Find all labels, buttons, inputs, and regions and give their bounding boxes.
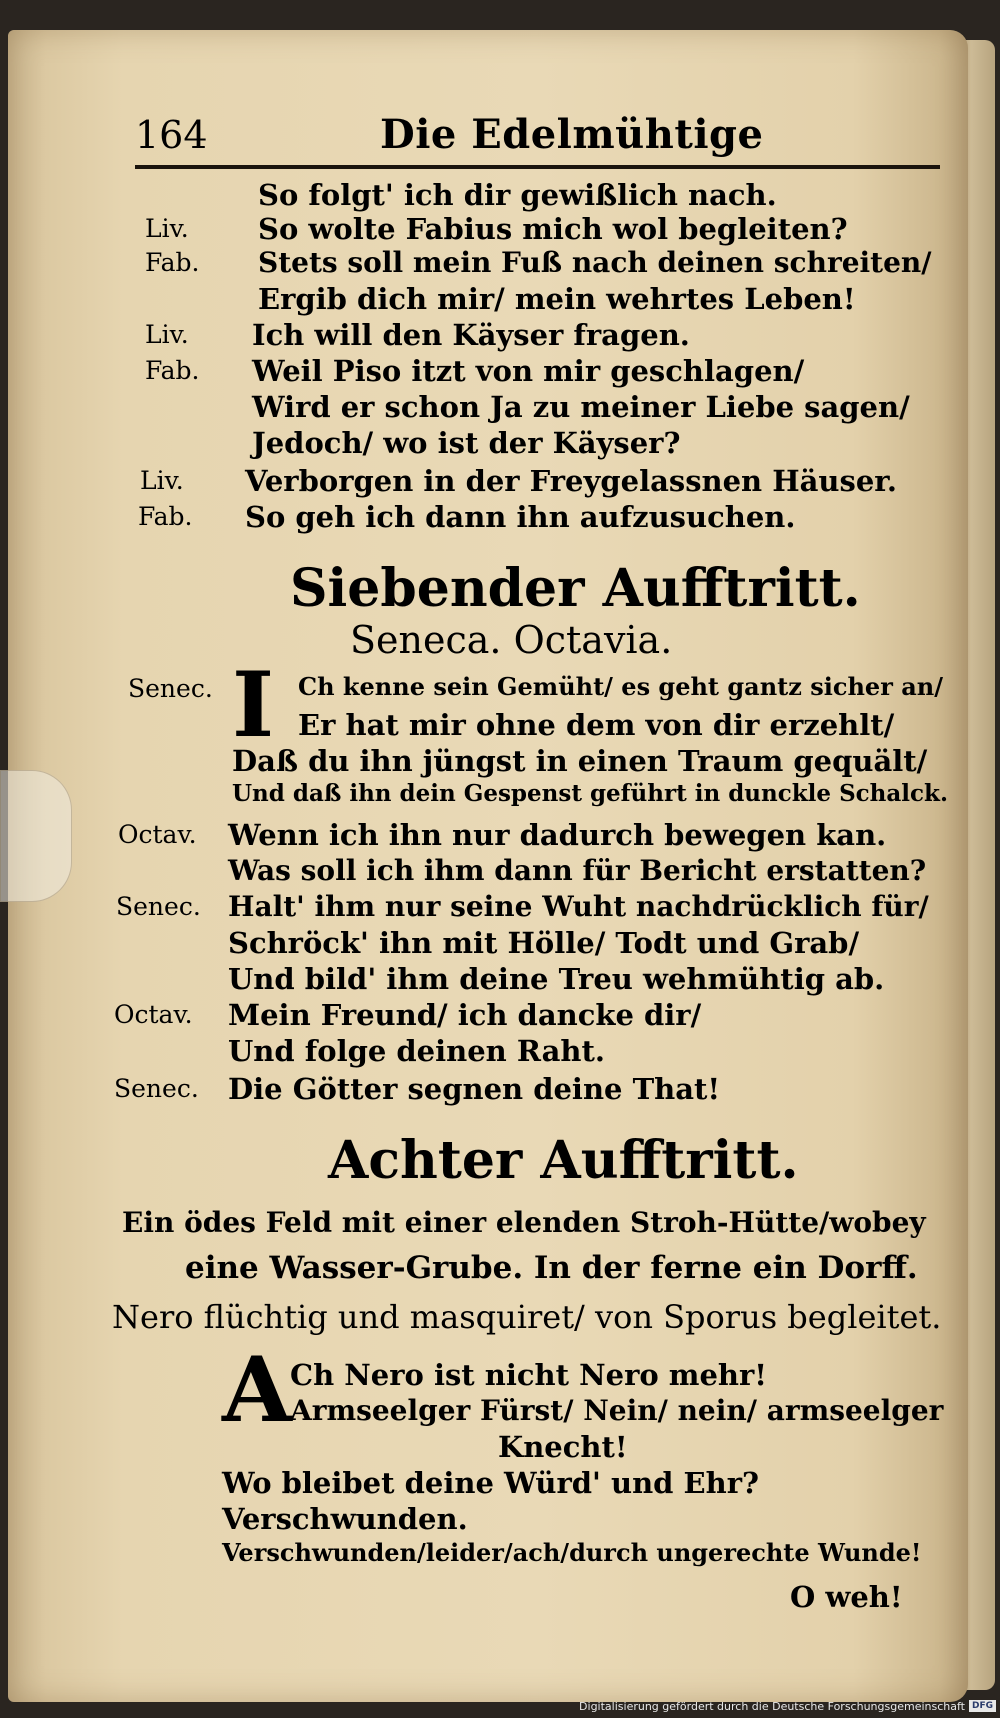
stage-direction: Ein ödes Feld mit einer elenden Stroh-Hütte/wobey: [122, 1206, 926, 1239]
verse-line: Knecht!: [498, 1430, 628, 1464]
cast-list: Seneca. Octavia.: [350, 618, 673, 662]
speaker-label: Fab.: [145, 356, 200, 385]
verse-line: Wenn ich ihn nur dadurch bewegen kan.: [228, 818, 887, 852]
verse-line: Die Götter segnen deine That!: [228, 1072, 721, 1106]
verse-line: Weil Piso itzt von mir geschlagen/: [252, 354, 805, 388]
page-clip-tab: [0, 770, 72, 902]
speaker-label: Senec.: [128, 674, 213, 703]
page-header: [135, 105, 940, 165]
stage-direction: Nero flüchtig und masquiret/ von Sporus begleitet.: [112, 1298, 942, 1336]
dfg-logo: DFG: [969, 1700, 996, 1712]
verse-line: Ch Nero ist nicht Nero mehr!: [290, 1358, 768, 1392]
verse-line: Verschwunden.: [222, 1502, 468, 1536]
header-rule: [135, 165, 940, 169]
verse-line: Was soll ich ihm dann für Bericht erstatten?: [228, 854, 927, 887]
verse-line: O weh!: [790, 1580, 903, 1614]
verse-line: Schröck' ihn mit Hölle/ Todt und Grab/: [228, 926, 860, 960]
footer-credit: Digitalisierung gefördert durch die Deutsche Forschungsgemeinschaft: [579, 1699, 965, 1713]
speaker-label: Octav.: [118, 820, 197, 849]
page-number: 164: [135, 113, 208, 157]
verse-line: So wolte Fabius mich wol begleiten?: [258, 212, 848, 246]
verse-line: Wird er schon Ja zu meiner Liebe sagen/: [252, 390, 910, 424]
verse-line: Mein Freund/ ich dancke dir/: [228, 998, 702, 1032]
verse-line: Ch kenne sein Gemüht/ es geht gantz sicher an/: [298, 672, 943, 701]
verse-line: Daß du ihn jüngst in einen Traum gequält/: [232, 744, 928, 778]
speaker-label: Liv.: [145, 214, 189, 243]
speaker-label: Senec.: [114, 1074, 199, 1103]
speaker-label: Fab.: [138, 502, 193, 531]
running-title: Die Edelmühtige: [380, 111, 764, 158]
verse-line: Und daß ihn dein Gespenst geführt in dunckle Schalck.: [232, 780, 948, 807]
speaker-label: Liv.: [145, 320, 189, 349]
verse-line: Armseelger Fürst/ Nein/ nein/ armseelger: [290, 1394, 944, 1427]
verse-line: Er hat mir ohne dem von dir erzehlt/: [298, 708, 895, 742]
scene-heading: Siebender Aufftritt.: [290, 558, 861, 619]
verse-line: Wo bleibet deine Würd' und Ehr?: [222, 1466, 760, 1500]
drop-initial: A: [222, 1337, 292, 1443]
speaker-label: Senec.: [116, 892, 201, 921]
verse-line: Ich will den Käyser fragen.: [252, 318, 690, 352]
verse-line: Stets soll mein Fuß nach deinen schreiten/: [258, 246, 932, 279]
verse-line: Verborgen in der Freygelassnen Häuser.: [245, 464, 898, 498]
scene-heading: Achter Aufftritt.: [328, 1130, 799, 1191]
verse-line: So folgt' ich dir gewißlich nach.: [258, 178, 777, 212]
verse-line: Halt' ihm nur seine Wuht nachdrücklich für/: [228, 890, 929, 923]
drop-initial: I: [232, 652, 275, 758]
speaker-label: Fab.: [145, 248, 200, 277]
verse-line: Jedoch/ wo ist der Käyser?: [252, 426, 681, 460]
verse-line: Ergib dich mir/ mein wehrtes Leben!: [258, 282, 856, 316]
verse-line: Und bild' ihm deine Treu wehmühtig ab.: [228, 962, 885, 996]
verse-line: Und folge deinen Raht.: [228, 1034, 605, 1068]
speaker-label: Octav.: [114, 1000, 193, 1029]
verse-line: So geh ich dann ihn aufzusuchen.: [245, 500, 796, 534]
verse-line: Verschwunden/leider/ach/durch ungerechte Wunde!: [222, 1538, 922, 1567]
digitization-footer: [579, 1696, 996, 1716]
speaker-label: Liv.: [140, 466, 184, 495]
stage-direction: eine Wasser-Grube. In der ferne ein Dorff.: [185, 1250, 918, 1286]
